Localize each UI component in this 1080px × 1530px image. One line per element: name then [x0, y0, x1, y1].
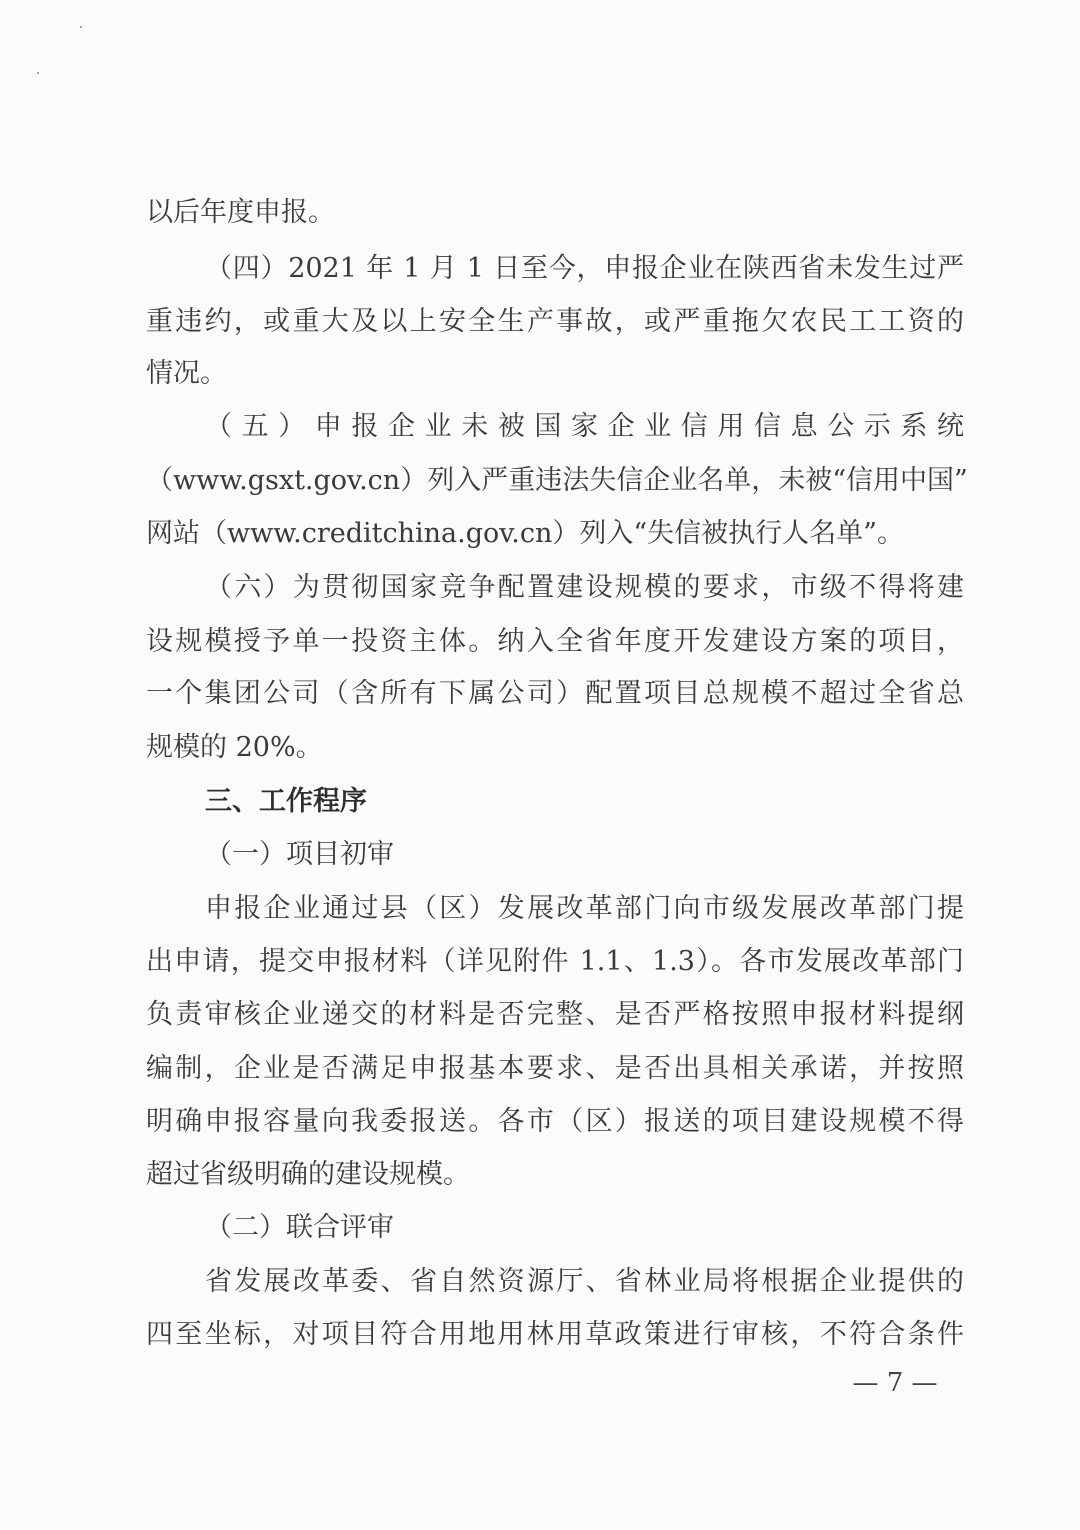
text-line: 四至坐标，对项目符合用地用林用草政策进行审核，不符合条件 [146, 1319, 964, 1350]
text-line: 明确申报容量向我委报送。各市（区）报送的项目建设规模不得 [146, 1106, 964, 1137]
text-line: 设规模授予单一投资主体。纳入全省年度开发建设方案的项目， [146, 626, 964, 657]
text-line: 情况。 [146, 358, 227, 389]
subsection-heading: （二）联合评审 [205, 1212, 394, 1243]
text-line: 重违约，或重大及以上安全生产事故，或严重拖欠农民工工资的 [146, 306, 964, 337]
text-line: 出申请，提交申报材料（详见附件 1.1、1.3）。各市发展改革部门 [146, 946, 964, 977]
scan-speck [80, 26, 82, 28]
text-line: 网站（www.creditchina.gov.cn）列入“失信被执行人名单”。 [146, 518, 904, 549]
section-heading: 三、工作程序 [205, 786, 367, 817]
text-line: （五）申报企业未被国家企业信用信息公示系统 [205, 411, 964, 442]
text-line: 申报企业通过县（区）发展改革部门向市级发展改革部门提 [205, 893, 964, 924]
scan-speck [37, 72, 39, 74]
text-line: 以后年度申报。 [146, 197, 335, 228]
text-line: 省发展改革委、省自然资源厅、省林业局将根据企业提供的 [205, 1266, 964, 1297]
subsection-heading: （一）项目初审 [205, 839, 394, 870]
text-line: （六）为贯彻国家竞争配置建设规模的要求，市级不得将建 [205, 572, 964, 603]
text-line: 规模的 20%。 [146, 732, 323, 763]
text-line: 超过省级明确的建设规模。 [146, 1159, 470, 1190]
text-line: 负责审核企业递交的材料是否完整、是否严格按照申报材料提纲 [146, 999, 964, 1030]
text-line: （www.gsxt.gov.cn）列入严重违法失信企业名单，未被“信用中国” [146, 465, 968, 496]
page-number: — 7 — [852, 1368, 938, 1398]
text-line: 编制，企业是否满足申报基本要求、是否出具相关承诺，并按照 [146, 1053, 964, 1084]
text-line: 一个集团公司（含所有下属公司）配置项目总规模不超过全省总 [146, 678, 964, 709]
text-line: （四）2021 年 1 月 1 日至今，申报企业在陕西省未发生过严 [205, 253, 964, 284]
